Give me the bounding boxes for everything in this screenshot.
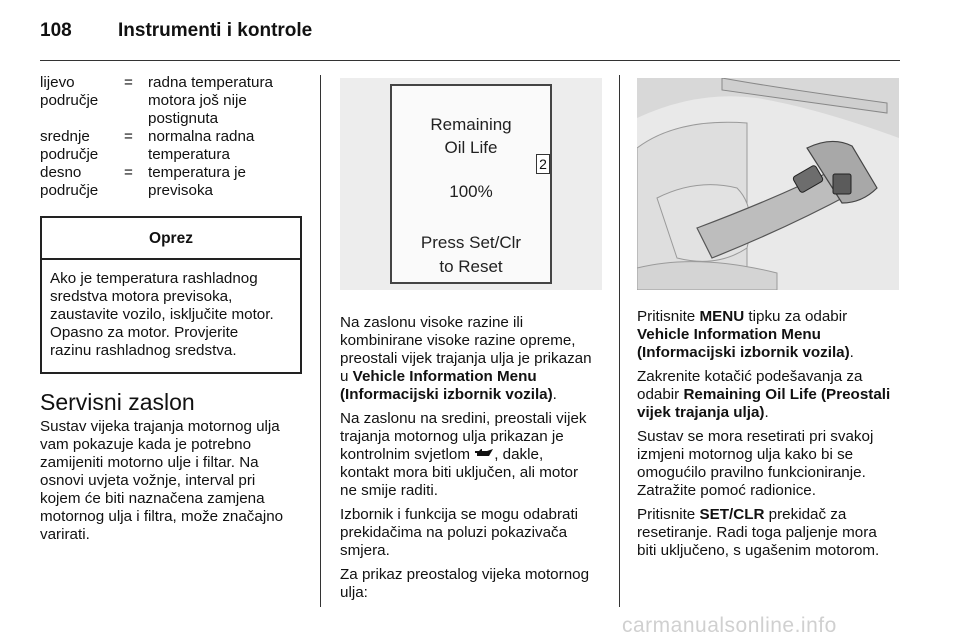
warning-title: Oprez xyxy=(149,230,193,247)
definition-desc: previsoka xyxy=(148,182,213,199)
text-fragment: tipku za odabir xyxy=(744,308,848,325)
definition-desc: temperatura je xyxy=(148,164,246,181)
definition-term: područje xyxy=(40,146,99,163)
page-header xyxy=(40,14,900,54)
text-fragment: . xyxy=(552,386,557,403)
warning-box xyxy=(40,216,302,374)
driver-info-display xyxy=(390,84,552,284)
text-line: Sustav vijeka trajanja motornog ulja xyxy=(40,418,280,435)
text-fragment: odabir xyxy=(637,386,684,403)
text-line: osnovi uvjeta vožnje, interval pri xyxy=(40,472,256,489)
definition-term: područje xyxy=(40,182,99,199)
equals-sign: = xyxy=(124,128,133,145)
menu-name-bold: Vehicle Information Menu xyxy=(352,368,537,385)
text-fragment: . xyxy=(849,344,854,361)
display-line: to Reset xyxy=(439,257,503,276)
oil-can-icon xyxy=(474,446,494,464)
definition-term: srednje xyxy=(40,128,90,145)
paragraph xyxy=(637,428,899,500)
turn-signal-lever-figure xyxy=(637,78,899,290)
text-line: Na zaslonu na sredini, preostali vijek xyxy=(340,410,587,427)
text-line: kojem će biti naznačena zamjena xyxy=(40,490,265,507)
column-divider-1 xyxy=(320,75,321,607)
text-line: prekidačima na poluzi pokazivača xyxy=(340,524,568,542)
menu-name-bold: Remaining Oil Life (Preostali xyxy=(683,386,891,403)
text-fragment: prekidač za xyxy=(764,506,847,523)
definition-desc: radna temperatura xyxy=(148,74,273,91)
text-line: kombinirane visoke razine opreme, xyxy=(340,332,576,349)
column-2 xyxy=(340,78,602,608)
page-number: 108 xyxy=(40,20,72,41)
col2-text xyxy=(340,314,602,602)
column-divider-2 xyxy=(619,75,620,607)
definition-row xyxy=(40,74,302,128)
set-clr-button-name: SET/CLR xyxy=(699,506,765,523)
paragraph xyxy=(340,566,602,602)
definition-desc: motora još nije xyxy=(148,92,247,109)
definition-term: područje xyxy=(40,92,99,109)
oil-life-percent: 100% xyxy=(449,182,493,201)
text-line: Na zaslonu visoke razine ili xyxy=(340,314,524,331)
text-fragment: , dakle, xyxy=(494,446,544,464)
warning-body xyxy=(42,260,300,372)
col3-text xyxy=(637,308,899,560)
menu-name-bold: (Informacijski izbornik vozila) xyxy=(340,386,553,403)
text-line: ulja: xyxy=(340,584,368,602)
text-line: preostali vijek trajanja ulja je prikazan xyxy=(340,350,592,367)
paragraph xyxy=(637,308,899,362)
text-line: ne smije raditi. xyxy=(340,482,438,500)
warning-line: Opasno za motor. Provjerite xyxy=(50,324,239,341)
menu-name-bold: Vehicle Information Menu xyxy=(637,326,821,343)
definition-row xyxy=(40,164,302,200)
paragraph xyxy=(340,314,602,404)
definition-desc: postignuta xyxy=(148,110,219,127)
text-line: izmjeni motornog ulja kako bi se xyxy=(637,446,854,463)
text-line: Zakrenite kotačić podešavanja za xyxy=(637,368,863,385)
display-line: Press Set/Clr xyxy=(420,233,522,252)
servisni-paragraph xyxy=(40,418,302,544)
equals-sign: = xyxy=(124,74,133,91)
column-3 xyxy=(637,78,899,566)
text-fragment: Pritisnite xyxy=(637,506,700,523)
text-line: Za prikaz preostalog vijeka motornog xyxy=(340,566,590,584)
definition-term: desno xyxy=(40,164,82,181)
text-fragment: u xyxy=(340,368,353,385)
text-fragment: kontrolnim svjetlom xyxy=(340,446,475,464)
lever-illustration xyxy=(637,78,899,290)
text-line: Sustav se mora resetirati pri svakoj xyxy=(637,428,874,445)
text-line: smjera. xyxy=(340,542,390,560)
text-line: Zatražite pomoć radionice. xyxy=(637,482,816,499)
column-1 xyxy=(40,74,302,544)
paragraph xyxy=(340,506,602,560)
paragraph xyxy=(637,506,899,560)
text-fragment: Pritisnite xyxy=(637,308,700,325)
paragraph xyxy=(637,368,899,422)
warning-line: Ako je temperatura rashladnog xyxy=(50,270,258,287)
text-line: biti uključeno, s ugašenim motorom. xyxy=(637,542,880,559)
menu-button-name: MENU xyxy=(699,308,745,325)
text-line: motornog ulja i filtra, može značajno xyxy=(40,508,284,525)
warning-line: sredstva motora previsoka, xyxy=(50,288,233,305)
text-fragment: . xyxy=(764,404,769,421)
text-line: Izbornik i funkcija se mogu odabrati xyxy=(340,506,579,524)
definition-desc: temperatura xyxy=(148,146,230,163)
page-indicator-badge: 2 xyxy=(536,154,550,174)
temperature-definitions xyxy=(40,74,302,200)
text-line: vam pokazuje kada je potrebno xyxy=(40,436,252,453)
text-line: varirati. xyxy=(40,526,90,543)
text-line: omogućilo pravilno funkcioniranje. xyxy=(637,464,866,481)
paragraph xyxy=(340,410,602,500)
header-divider xyxy=(40,60,900,61)
display-line: Remaining xyxy=(430,115,512,134)
oil-life-display-figure xyxy=(340,78,602,290)
definition-desc: normalna radna xyxy=(148,128,255,145)
definition-term: lijevo xyxy=(40,74,75,91)
menu-name-bold: (Informacijski izbornik vozila) xyxy=(637,344,850,361)
servisni-heading: Servisni zaslon xyxy=(40,389,195,415)
text-line: zamijeniti motorno ulje i filtar. Na xyxy=(40,454,259,471)
text-line: resetiranje. Radi toga paljenje mora xyxy=(637,524,877,541)
equals-sign: = xyxy=(124,164,133,181)
section-title: Instrumenti i kontrole xyxy=(118,20,313,41)
text-line: trajanja motornog ulja prikazan je xyxy=(340,428,564,445)
definition-row xyxy=(40,128,302,164)
warning-line: razinu rashladnog sredstva. xyxy=(50,342,237,359)
warning-line: zaustavite vozilo, isključite motor. xyxy=(50,306,274,323)
menu-name-bold: vijek trajanja ulja) xyxy=(637,404,765,421)
text-line: kontakt mora biti uključen, ali motor xyxy=(340,464,579,482)
watermark: carmanualsonline.info xyxy=(622,614,837,637)
display-line: Oil Life xyxy=(444,138,498,157)
